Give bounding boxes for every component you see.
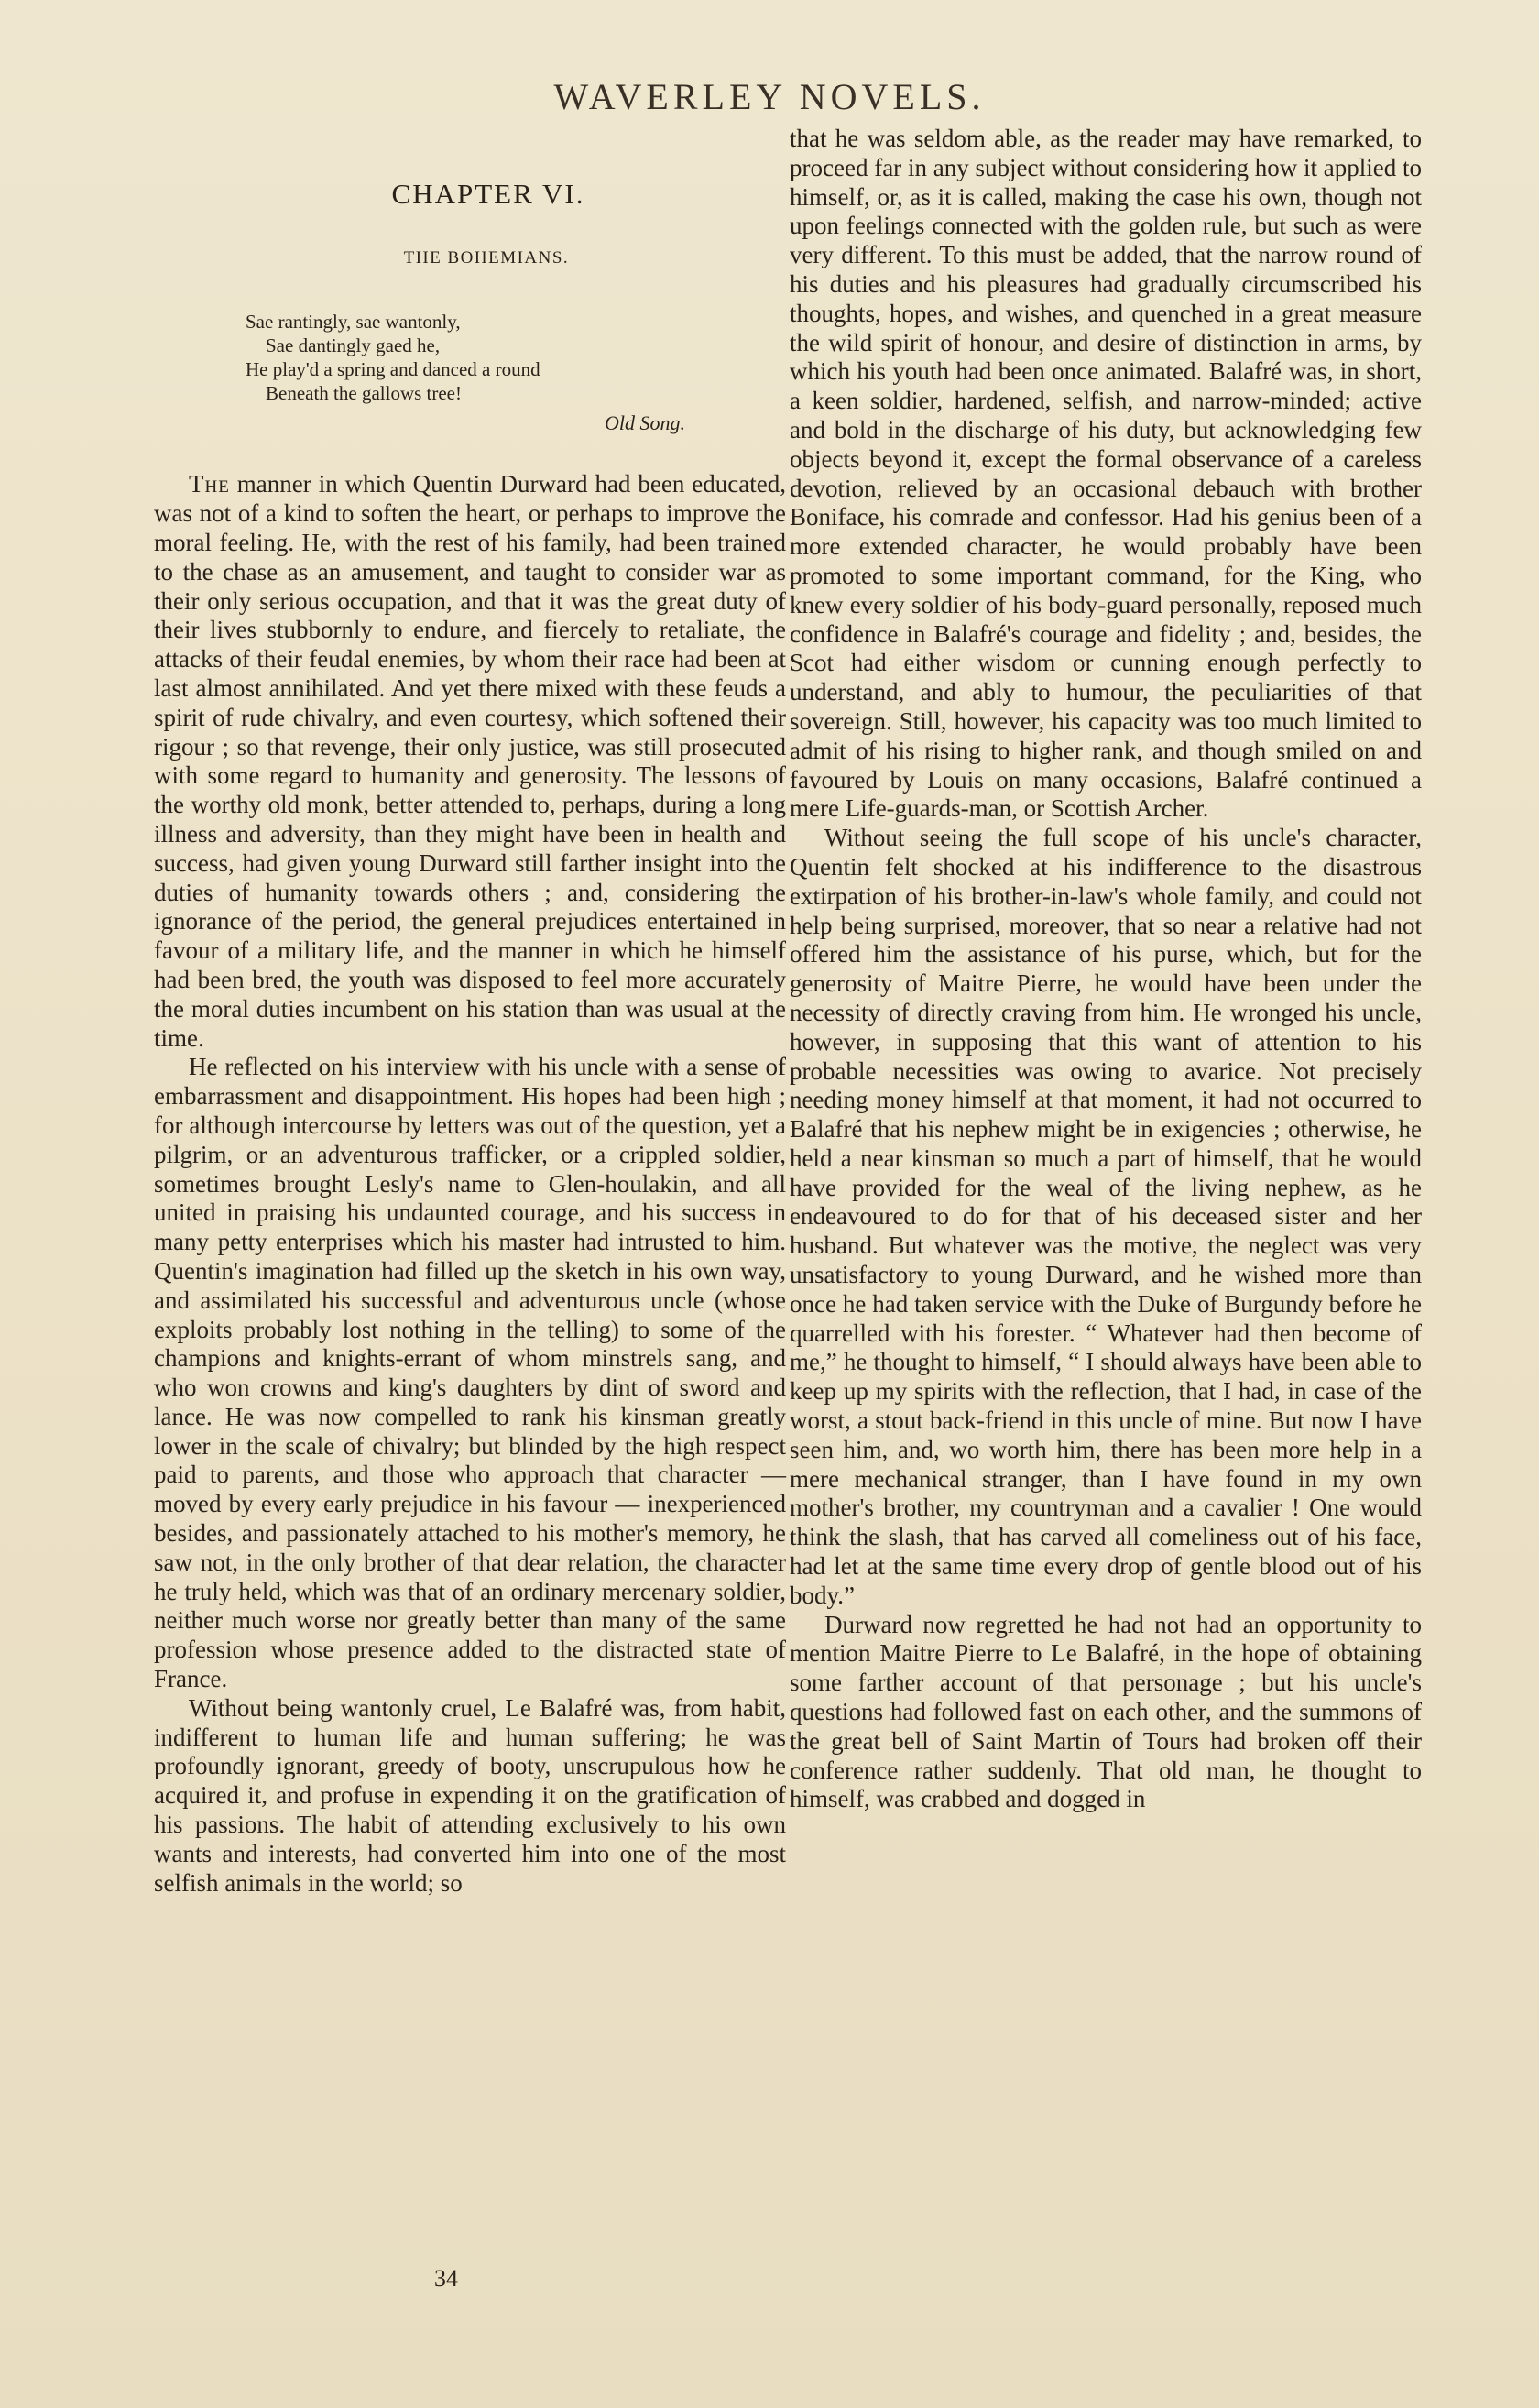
page-number: 34 xyxy=(434,2265,458,2292)
paragraph: Without being wantonly cruel, Le Balafré was, from habit, indifferent to human life and human suffering; he was profoundly ignorant, greedy of booty, unscrupulous how he acquired it, and profuse in expending it on the gratification of his passions. The habit of attending exclusively to his own wants and interests, had converted him into one of the most selfish animals in the world; so xyxy=(154,1693,786,1897)
chapter-subtitle: THE BOHEMIANS. xyxy=(403,247,570,268)
right-column xyxy=(790,125,1422,1814)
running-header: WAVERLEY NOVELS. xyxy=(553,76,986,117)
paragraph: He reflected on his interview with his uncle with a sense of embarrassment and disappointment. His hopes had been high ; for although intercourse by letters was out of the question, yet a pilgrim, or an adventurous trafficker, or a crippled soldier, sometimes brought Lesly's name to Glen-houlakin, and all united in praising his undaunted courage, and his success in many petty enterprises which his master had intrusted to him. Quentin's imagination had filled up the sketch in his own way, and assimilated his successful and adventurous uncle (whose exploits probably lost nothing in the telling) to some of the champions and knights-errant of whom minstrels sang, and who won crowns and king's daughters by dint of sword and lance. He was now compelled to rank his kinsman greatly lower in the scale of chivalry; but blinded by the high respect paid to parents, and those who approach that character — moved by every early prejudice in his favour — inexperienced besides, and passionately attached to his mother's memory, he saw not, in the only brother of that dear relation, the character he truly held, which was that of an ordinary mercenary soldier, neither much worse nor greatly better than many of the same profession whose presence added to the distracted state of France. xyxy=(154,1053,786,1693)
paragraph-text: manner in which Quentin Durward had been educated, was not of a kind to soften the heart, or perhaps to improve the moral feeling. He, with the rest of his family, had been trained to the chase as an amusement, and taught to consider war as their only serious occupation, and that it was the great duty of their lives stubbornly to endure, and fiercely to retaliate, the attacks of their feudal enemies, by whom their race had been at last almost annihilated. And yet there mixed with these feuds a spirit of rude chivalry, and even courtesy, which softened their rigour ; so that revenge, their only justice, was still prosecuted with some regard to humanity and generosity. The lessons of the worthy old monk, better attended to, perhaps, during a long illness and adversity, than they might have been in health and success, had given young Durward still farther insight into the duties of humanity towards others ; and, considering the ignorance of the period, the general prejudices entertained in favour of a military life, and the manner in which he himself had been bred, the youth was disposed to feel more accurately the moral duties incumbent on his station than was usual at the time. xyxy=(154,470,786,1052)
paragraph: Durward now regretted he had not had an opportunity to mention Maitre Pierre to Le Balafré, in the hope of obtaining some farther account of that personage ; but his uncle's questions had followed fast on each other, and the summons of the great bell of Saint Martin of Tours had broken off their conference rather suddenly. That old man, he thought to himself, was crabbed and dogged in xyxy=(790,1610,1422,1813)
epigraph-line: Sae dantingly gaed he, xyxy=(266,334,441,356)
opening-word: The xyxy=(189,470,230,498)
epigraph-line: Beneath the gallows tree! xyxy=(266,381,462,404)
epigraph-source: Old Song. xyxy=(605,410,685,434)
paragraph xyxy=(154,470,786,1053)
paragraph: that he was seldom able, as the reader may have remarked, to proceed far in any subject without considering how it applied to himself, or, as it is called, making the case his own, though not upon feelings connected with the golden rule, but such as were very different. To this must be added, that the narrow round of his duties and his pleasures had gradually circumscribed his thoughts, hopes, and wishes, and quenched in a great measure the wild spirit of honour, and desire of distinction in arms, by which his youth had been once animated. Balafré was, in short, a keen soldier, hardened, selfish, and narrow-minded; active and bold in the discharge of his duty, but acknowledging few objects beyond it, except the formal observance of a careless devotion, relieved by an occasional debauch with brother Boniface, his comrade and confessor. Had his genius been of a more extended character, he would probably have been promoted to some important command, for the King, who knew every soldier of his body-guard personally, reposed much confidence in Balafré's courage and fidelity ; and, besides, the Scot had either wisdom or cunning enough perfectly to understand, and ably to humour, the peculiarities of that sovereign. Still, however, his capacity was too much limited to admit of his rising to higher rank, and though smiled on and favoured by Louis on many occasions, Balafré continued a mere Life-guards-man, or Scottish Archer. xyxy=(790,125,1422,823)
epigraph xyxy=(246,310,786,405)
chapter-title: CHAPTER VI. xyxy=(391,178,585,210)
epigraph-line: He play'd a spring and danced a round xyxy=(246,357,540,380)
left-column xyxy=(154,136,786,1898)
paragraph: Without seeing the full scope of his uncle's character, Quentin felt shocked at his indifference to the disastrous extirpation of his brother-in-law's whole family, and could not help being surprised, moreover, that so near a relative had not offered him the assistance of his purse, which, but for the generosity of Maitre Pierre, he would have been under the necessity of directly craving from him. He wronged his uncle, however, in supposing that this want of attention to his probable necessities was owing to avarice. Not precisely needing money himself at that moment, it had not occurred to Balafré that his nephew might be in exigencies ; otherwise, he held a near kinsman so much a part of himself, that he would have provided for the weal of the living nephew, as he endeavoured to do for that of his deceased sister and her husband. But whatever was the motive, the neglect was very unsatisfactory to young Durward, and he wished more than once he had taken service with the Duke of Burgundy before he quarrelled with his forester. “ Whatever had then become of me,” he thought to himself, “ I should always have been able to keep up my spirits with the reflection, that I had, in case of the worst, a stout back-friend in this uncle of mine. But now I have seen him, and, wo worth him, there has been more help in a mere mechanical stranger, than I have found in my own mother's brother, my countryman and a cavalier ! One would think the slash, that has carved all comeliness out of his face, had let at the same time every drop of gentle blood out of his body.” xyxy=(790,824,1422,1609)
epigraph-line: Sae rantingly, sae wantonly, xyxy=(246,310,461,333)
